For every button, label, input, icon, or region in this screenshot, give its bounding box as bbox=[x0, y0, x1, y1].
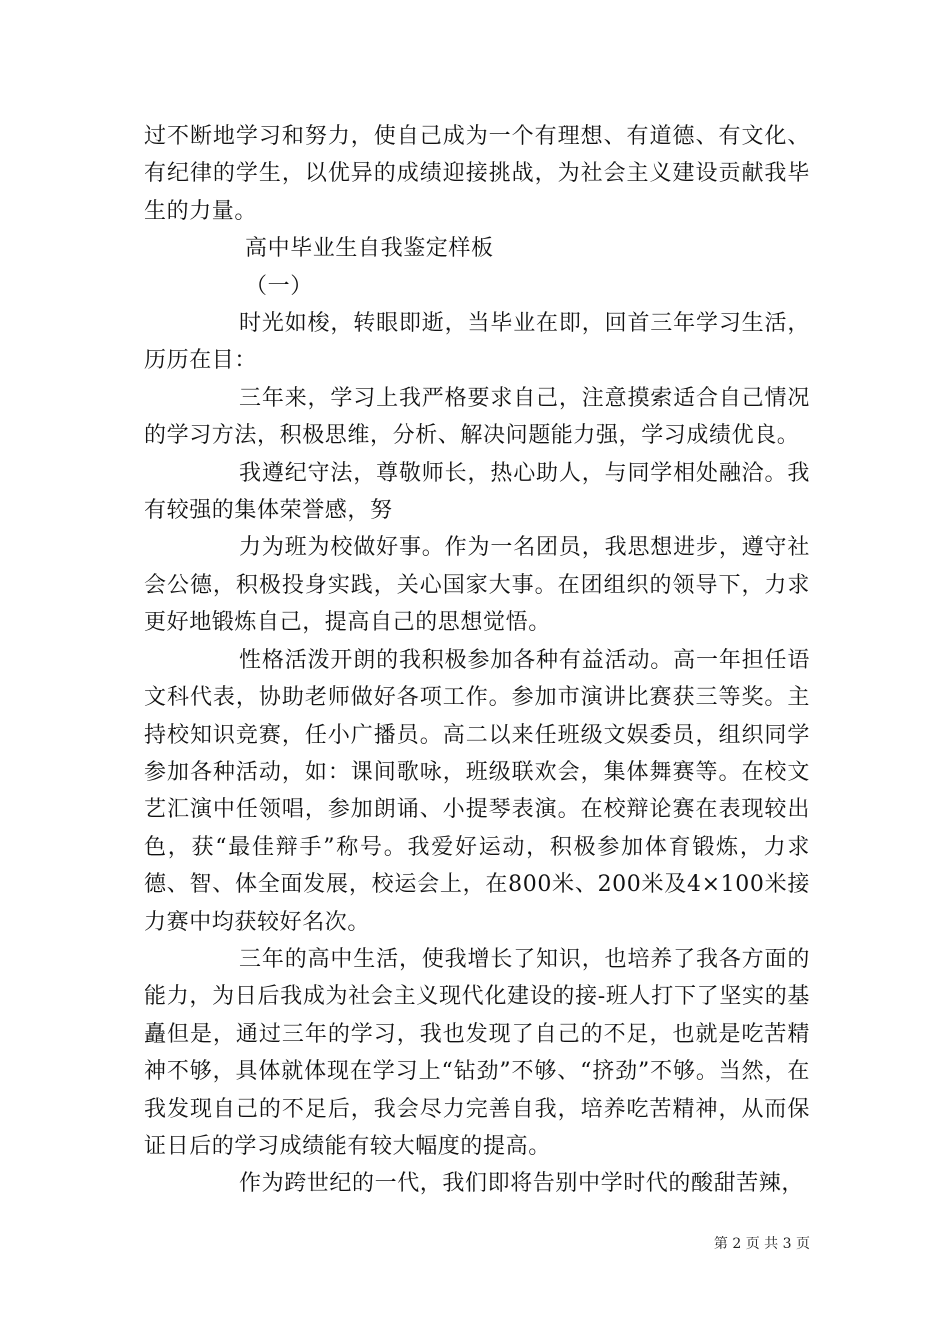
paragraph: 三年来，学习上我严格要求自己，注意摸索适合自己情况的学习方法，积极思维，分析、解决问题能力强，学习成绩优良。 bbox=[144, 385, 810, 449]
page-number-footer: 第 2 页 共 3 页 bbox=[713, 1236, 810, 1252]
section-title: 高中毕业生自我鉴定样板 bbox=[245, 236, 494, 262]
paragraph: 作为跨世纪的一代，我们即将告别中学时代的酸甜苦辣， bbox=[239, 1171, 805, 1197]
document-body bbox=[144, 118, 810, 1203]
paragraph-continuation: 过不断地学习和努力，使自己成为一个有理想、有道德、有文化、有纪律的学生，以优异的成绩迎接挑战，为社会主义建设贡献我毕生的力量。 bbox=[144, 124, 810, 224]
paragraph: 我遵纪守法，尊敬师长，热心助人，与同学相处融洽。我有较强的集体荣誉感，努 bbox=[144, 460, 810, 524]
paragraph: 三年的高中生活，使我增长了知识，也培养了我各方面的能力，为日后我成为社会主义现代化建设的接-班人打下了坚实的基矗但是，通过三年的学习，我也发现了自己的不足，也就是吃苦精神不够，具体就体现在学习上“钻劲”不够、“挤劲”不够。当然，在我发现自己的不足后，我会尽力完善自我，培养吃苦精神，从而保证日后的学习成绩能有较大幅度的提高。 bbox=[144, 946, 810, 1159]
section-number: （一） bbox=[245, 273, 313, 299]
paragraph: 性格活泼开朗的我积极参加各种有益活动。高一年担任语文科代表，协助老师做好各项工作。参加市演讲比赛获三等奖。主持校知识竞赛，任小广播员。高二以来任班级文娱委员，组织同学参加各种活动，如：课间歌咏，班级联欢会，集体舞赛等。在校文艺汇演中任领唱，参加朗诵、小提琴表演。在校辩论赛在表现较出色，获“最佳辩手”称号。我爱好运动，积极参加体育锻炼，力求德、智、体全面发展，校运会上，在800米、200米及4×100米接力赛中均获较好名次。 bbox=[144, 647, 810, 935]
paragraph: 力为班为校做好事。作为一名团员，我思想进步，遵守社会公德，积极投身实践，关心国家大事。在团组织的领导下，力求更好地锻炼自己，提高自己的思想觉悟。 bbox=[144, 535, 810, 636]
paragraph: 时光如梭，转眼即逝，当毕业在即，回首三年学习生活，历历在目： bbox=[144, 311, 810, 374]
